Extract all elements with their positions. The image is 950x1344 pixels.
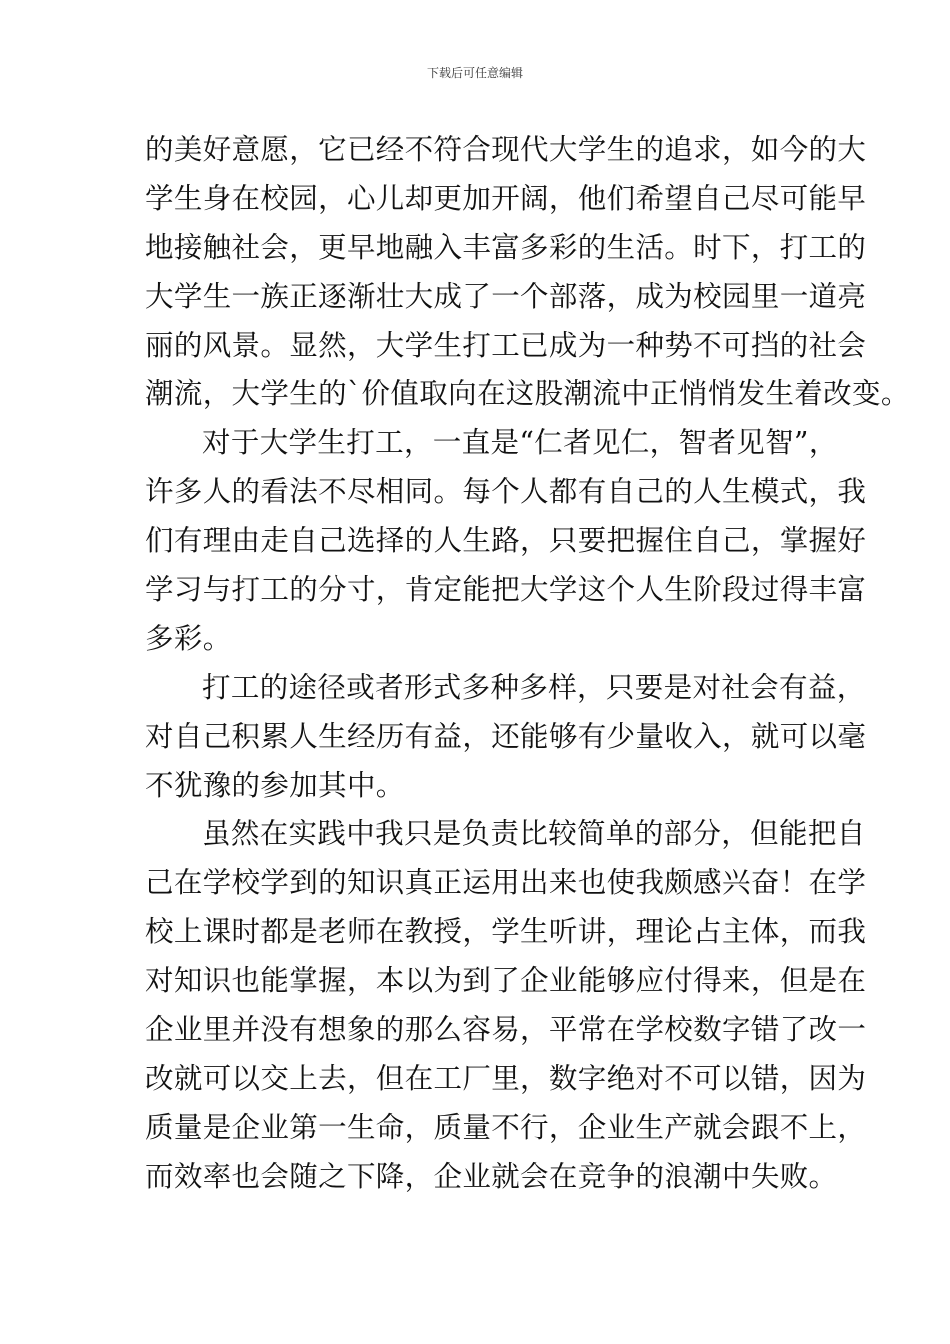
paragraph-3 <box>145 664 867 811</box>
text-line: 对自己积累人生经历有益，还能够有少量收入，就可以毫 <box>145 719 867 753</box>
text-line: 不犹豫的参加其中。 <box>145 768 405 802</box>
text-line: 的美好意愿，它已经不符合现代大学生的追求，如今的大 <box>145 133 867 166</box>
text-line: 校上课时都是老师在教授，学生听讲，理论占主体，而我 <box>145 915 867 949</box>
text-line: 质量是企业第一生命，质量不行，企业生产就会跟不上， <box>145 1110 867 1144</box>
text-line: 改就可以交上去，但在工厂里，数字绝对不可以错，因为 <box>145 1061 867 1095</box>
text-line: 而效率也会随之下降，企业就会在竞争的浪潮中失败。 <box>145 1159 838 1193</box>
text-line-indented: 打工的途径或者形式多种多样，只要是对社会有益， <box>202 670 866 704</box>
text-line: 许多人的看法不尽相同。每个人都有自己的人生模式，我 <box>145 475 867 509</box>
text-line: 们有理由走自己选择的人生路，只要把握住自己，掌握好 <box>145 524 867 558</box>
paragraph-2 <box>145 419 867 663</box>
text-line: 己在学校学到的知识真正运用出来也使我颇感兴奋！在学 <box>145 866 867 900</box>
text-line: 大学生一族正逐渐壮大成了一个部落，成为校园里一道亮 <box>145 279 867 313</box>
text-line-indented: 对于大学生打工，一直是“仁者见仁，智者见智”， <box>202 426 838 460</box>
text-line: 地接触社会，更早地融入丰富多彩的生活。时下，打工的 <box>145 230 867 264</box>
text-line: 潮流，大学生的`价值取向在这股潮流中正悄悄发生着改变。 <box>145 377 910 411</box>
paragraph-4 <box>145 810 867 1201</box>
page-header: 下载后可任意编辑 <box>426 66 523 80</box>
text-line: 企业里并没有想象的那么容易，平常在学校数字错了改一 <box>145 1013 867 1047</box>
text-line: 丽的风景。显然，大学生打工已成为一种势不可挡的社会 <box>145 328 867 362</box>
text-line: 多彩。 <box>145 621 232 655</box>
text-line: 学生身在校园，心儿却更加开阔，他们希望自己尽可能早 <box>145 181 867 215</box>
text-line: 学习与打工的分寸，肯定能把大学这个人生阶段过得丰富 <box>145 573 867 607</box>
text-line: 对知识也能掌握，本以为到了企业能够应付得来，但是在 <box>145 964 867 998</box>
document-body <box>145 126 910 1202</box>
paragraph-1 <box>145 126 910 419</box>
text-line-indented: 虽然在实践中我只是负责比较简单的部分，但能把自 <box>202 817 866 851</box>
